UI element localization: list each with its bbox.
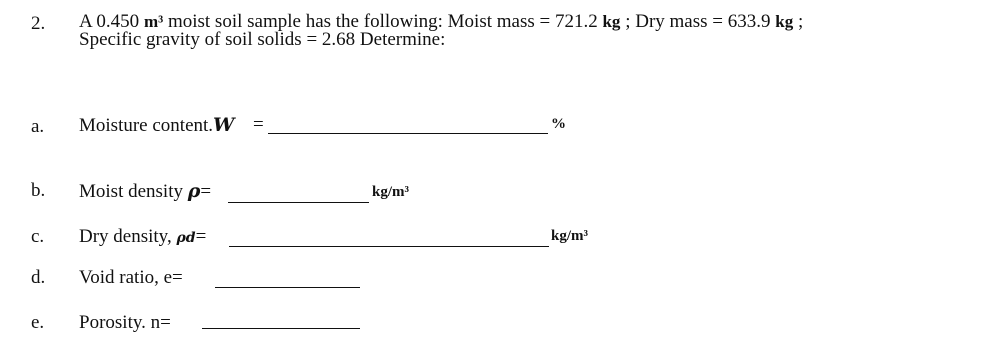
item-b-blank[interactable] — [228, 202, 369, 203]
item-b-label — [79, 180, 211, 203]
item-a-letter: a. — [31, 116, 45, 137]
question-number: 2. — [31, 13, 46, 34]
problem-text-part-4: ; — [793, 11, 804, 32]
volume-unit: m³ — [143, 12, 164, 31]
moisture-symbol: W — [213, 114, 235, 136]
item-d-label: Void ratio, e= — [79, 267, 183, 288]
density-symbol: ρ — [187, 180, 201, 202]
item-b-equals: = — [200, 181, 212, 202]
item-c-letter: c. — [31, 226, 45, 247]
item-d-blank[interactable] — [215, 287, 360, 288]
item-a-unit: % — [551, 116, 566, 132]
item-a-label — [79, 114, 234, 137]
item-a-equals: = — [253, 114, 264, 135]
item-c-label — [79, 226, 206, 248]
dry-density-symbol: ρd — [176, 230, 196, 246]
item-a-blank-part-1[interactable] — [268, 133, 408, 134]
item-a-blank-part-2[interactable] — [408, 133, 548, 134]
item-e-label: Porosity. n= — [79, 312, 171, 333]
moisture-content-label: Moisture content. — [79, 115, 214, 136]
moist-density-label: Moist density — [79, 181, 188, 202]
problem-line-2: Specific gravity of soil solids = 2.68 Determine: — [79, 29, 446, 50]
problem-text-part-3: ; Dry mass = 633.9 — [620, 11, 776, 32]
item-d-letter: d. — [31, 267, 46, 288]
item-e-blank[interactable] — [202, 328, 360, 329]
item-e-letter: e. — [31, 312, 45, 333]
item-c-equals: = — [195, 226, 207, 247]
item-c-unit: kg/m³ — [551, 228, 589, 244]
dry-mass-unit: kg — [775, 12, 794, 31]
problem-text-part-1: A 0.450 — [79, 11, 144, 32]
item-c-blank[interactable] — [229, 246, 549, 247]
item-b-unit: kg/m³ — [372, 184, 410, 200]
item-b-letter: b. — [31, 180, 46, 201]
dry-density-label: Dry density, — [79, 226, 177, 247]
problem-text-part-2: moist soil sample has the following: Moist mass = 721.2 — [163, 11, 603, 32]
moist-mass-unit: kg — [602, 12, 621, 31]
